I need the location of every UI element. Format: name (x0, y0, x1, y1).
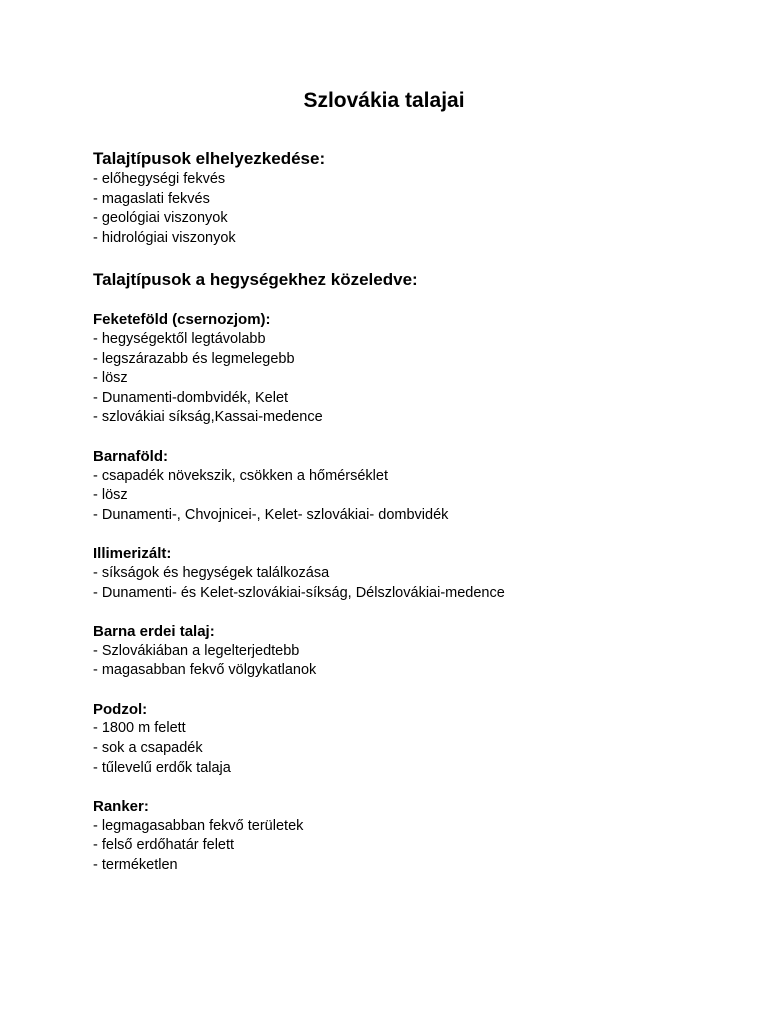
soil-heading: Barna erdei talaj: (93, 623, 215, 641)
list-item: - lösz (93, 487, 128, 504)
soil-section-illimerizalt (93, 544, 713, 603)
list-item: - sok a csapadék (93, 740, 203, 757)
soil-section-barnafold (93, 447, 713, 525)
soil-section-feketefold (93, 310, 713, 428)
list-item: - szlovákiai síkság,Kassai-medence (93, 409, 323, 426)
list-item: - Szlovákiában a legelterjedtebb (93, 642, 300, 659)
spacer (93, 248, 713, 269)
list-item: - síkságok és hegységek találkozása (93, 564, 330, 581)
section-locations (93, 148, 713, 248)
list-item: - legmagasabban fekvő területek (93, 817, 304, 834)
list-item: - 1800 m felett (93, 720, 186, 737)
list-item: - hegységektől legtávolabb (93, 330, 266, 347)
spacer (93, 603, 713, 622)
spacer (93, 428, 713, 447)
list-item: - terméketlen (93, 857, 178, 874)
document-title: Szlovákia talajai (303, 89, 465, 112)
list-item: - tűlevelű erdők talaja (93, 759, 231, 776)
list-item: - Dunamenti-, Chvojnicei-, Kelet- szlovákiai- dombvidék (93, 506, 449, 523)
soil-heading: Barnaföld: (93, 447, 168, 465)
document-body (93, 148, 713, 876)
list-item: - csapadék növekszik, csökken a hőmérséklet (93, 467, 388, 484)
list-item: - előhegységi fekvés (93, 171, 226, 187)
list-item: - Dunamenti-dombvidék, Kelet (93, 389, 289, 406)
section-heading-locations: Talajtípusok elhelyezkedése: (93, 149, 326, 168)
list-item: - felső erdőhatár felett (93, 837, 235, 854)
soil-heading: Illimerizált: (93, 545, 172, 563)
soil-section-ranker (93, 797, 713, 875)
list-item: - legszárazabb és legmelegebb (93, 350, 295, 367)
list-item: - Dunamenti- és Kelet-szlovákiai-síkság, Délszlovákiai-medence (93, 584, 505, 601)
spacer (93, 778, 713, 797)
list-item: - magaslati fekvés (93, 190, 210, 207)
spacer (93, 291, 713, 310)
list-item: - hidrológiai viszonyok (93, 229, 236, 246)
spacer (93, 525, 713, 544)
list-item: - geológiai viszonyok (93, 210, 228, 227)
section-heading-soil-types: Talajtípusok a hegységekhez közeledve: (93, 270, 418, 290)
soil-heading: Podzol: (93, 700, 148, 718)
spacer (93, 681, 713, 700)
list-item: - lösz (93, 370, 128, 387)
soil-heading: Ranker: (93, 798, 149, 816)
list-item: - magasabban fekvő völgykatlanok (93, 662, 317, 679)
soil-heading: Feketeföld (csernozjom): (93, 311, 271, 329)
soil-section-podzol (93, 700, 713, 778)
soil-section-barna-erdei-talaj (93, 622, 713, 681)
